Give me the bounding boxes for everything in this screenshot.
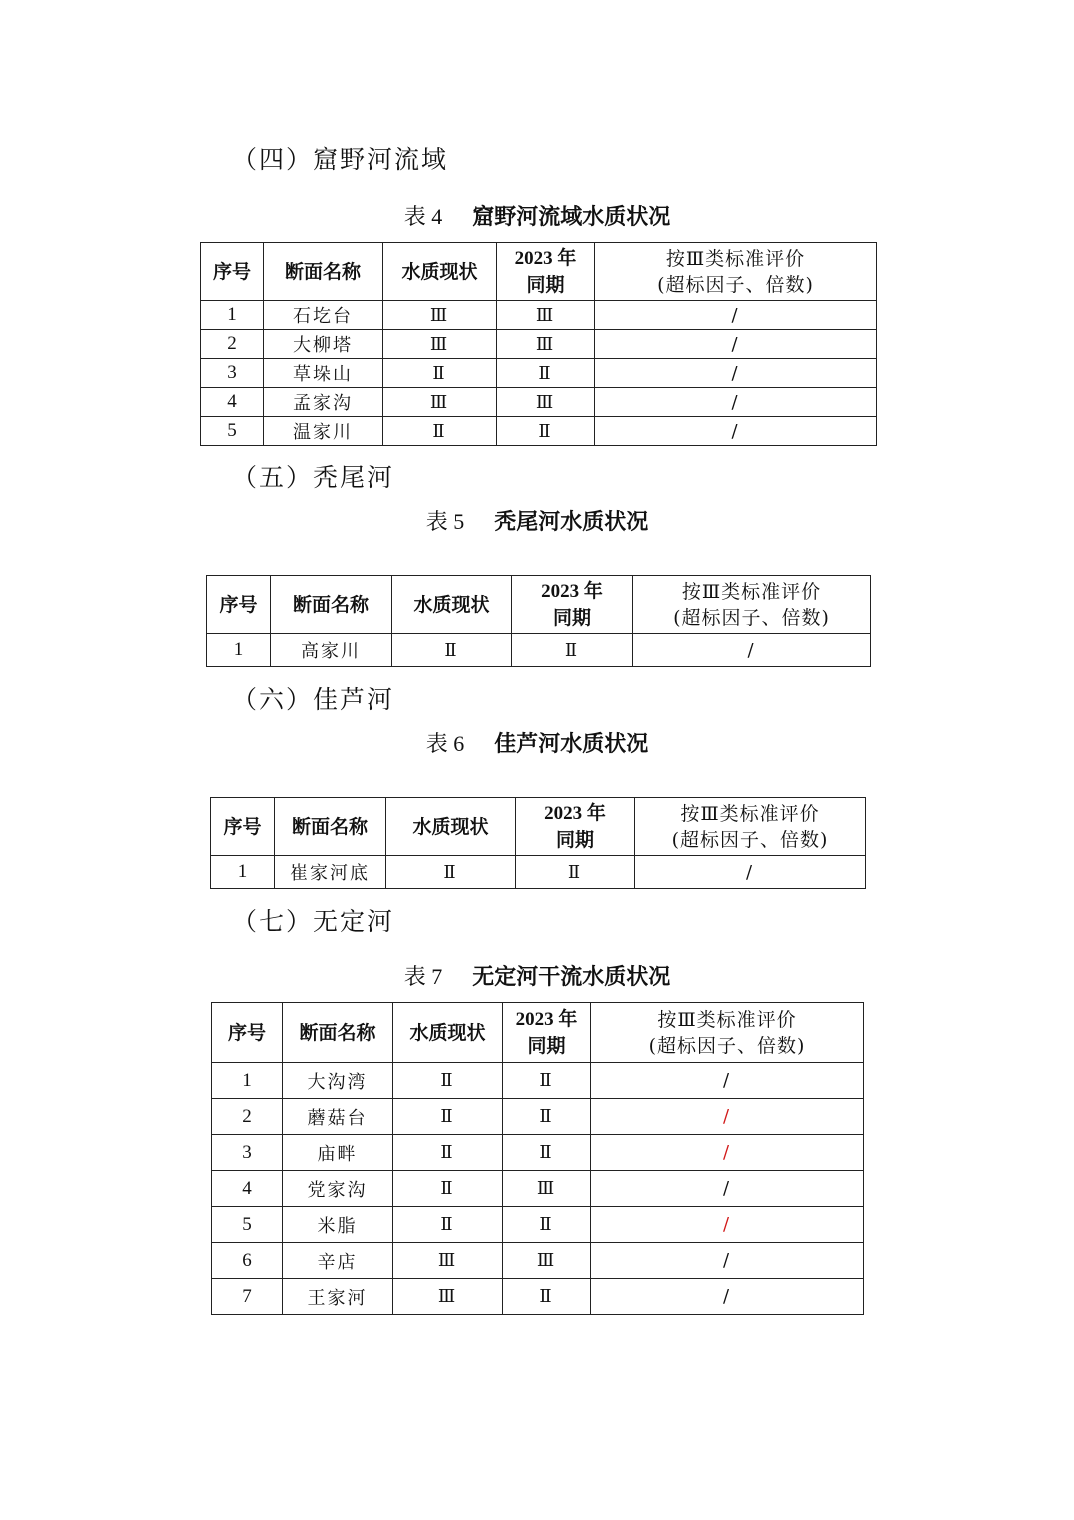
cell-prior-status: Ⅱ bbox=[503, 1135, 591, 1171]
cell-no: 5 bbox=[201, 417, 264, 446]
col-header-eval-standard: 按Ⅲ类标准评价 bbox=[681, 580, 822, 603]
cell-evaluation: / bbox=[595, 301, 877, 330]
table-caption-5 bbox=[0, 505, 1074, 536]
table-row bbox=[212, 1063, 864, 1099]
cell-evaluation: / bbox=[591, 1063, 864, 1099]
cell-prior-status: Ⅲ bbox=[497, 330, 595, 359]
table-row bbox=[201, 301, 877, 330]
cell-evaluation: / bbox=[595, 417, 877, 446]
col-header-prior bbox=[516, 798, 635, 856]
col-header-prior bbox=[503, 1003, 591, 1063]
col-header-prior-period: 同期 bbox=[527, 1035, 566, 1057]
cell-evaluation: / bbox=[591, 1243, 864, 1279]
cell-no: 5 bbox=[212, 1207, 283, 1243]
col-header-eval-standard: 按Ⅲ类标准评价 bbox=[657, 1008, 797, 1031]
cell-current-status: Ⅱ bbox=[383, 359, 497, 388]
cell-current-status: Ⅱ bbox=[383, 417, 497, 446]
col-header-eval-factors: (超标因子、倍数) bbox=[673, 606, 830, 629]
cell-current-status: Ⅲ bbox=[383, 301, 497, 330]
cell-prior-status: Ⅱ bbox=[503, 1279, 591, 1315]
table-row bbox=[211, 856, 866, 889]
col-header-prior-year: 2023 年 bbox=[544, 803, 606, 824]
water-quality-table-5 bbox=[206, 575, 871, 667]
col-header-no: 序号 bbox=[212, 1003, 283, 1063]
col-header-eval-standard: 按Ⅲ类标准评价 bbox=[680, 802, 820, 825]
col-header-no: 序号 bbox=[211, 798, 275, 856]
cell-section-name: 大沟湾 bbox=[283, 1063, 393, 1099]
col-header-status: 水质现状 bbox=[393, 1003, 503, 1063]
cell-prior-status: Ⅱ bbox=[503, 1207, 591, 1243]
table-row bbox=[201, 388, 877, 417]
table-header-row bbox=[207, 576, 871, 634]
col-header-eval bbox=[595, 243, 877, 301]
cell-current-status: Ⅱ bbox=[393, 1207, 503, 1243]
col-header-eval-standard: 按Ⅲ类标准评价 bbox=[665, 247, 806, 270]
table-row bbox=[212, 1207, 864, 1243]
cell-prior-status: Ⅱ bbox=[497, 359, 595, 388]
table-caption-number: 表 6 bbox=[425, 731, 465, 756]
table-row bbox=[201, 330, 877, 359]
cell-current-status: Ⅱ bbox=[393, 1063, 503, 1099]
table-caption-number: 表 5 bbox=[425, 509, 465, 534]
cell-current-status: Ⅱ bbox=[386, 856, 516, 889]
table-caption-title: 秃尾河水质状况 bbox=[494, 510, 649, 535]
section-heading-6: （六）佳芦河 bbox=[232, 685, 395, 714]
cell-section-name: 蘑菇台 bbox=[283, 1099, 393, 1135]
cell-evaluation: / bbox=[591, 1171, 864, 1207]
cell-no: 6 bbox=[212, 1243, 283, 1279]
table-row bbox=[207, 634, 871, 667]
section-heading-7: （七）无定河 bbox=[232, 907, 395, 936]
cell-current-status: Ⅲ bbox=[393, 1279, 503, 1315]
table-header-row bbox=[212, 1003, 864, 1063]
cell-section-name: 王家河 bbox=[283, 1279, 393, 1315]
table-caption-6 bbox=[0, 727, 1074, 758]
cell-evaluation: / bbox=[591, 1099, 864, 1135]
col-header-eval-factors: (超标因子、倍数) bbox=[648, 1034, 806, 1057]
cell-section-name: 辛店 bbox=[283, 1243, 393, 1279]
cell-no: 3 bbox=[201, 359, 264, 388]
cell-section-name: 高家川 bbox=[271, 634, 392, 667]
col-header-prior-period: 同期 bbox=[552, 607, 591, 629]
cell-section-name: 石圪台 bbox=[264, 301, 383, 330]
cell-no: 7 bbox=[212, 1279, 283, 1315]
cell-no: 1 bbox=[201, 301, 264, 330]
cell-prior-status: Ⅲ bbox=[497, 388, 595, 417]
cell-no: 2 bbox=[212, 1099, 283, 1135]
col-header-eval-factors: (超标因子、倍数) bbox=[671, 828, 829, 851]
table-caption-number: 表 7 bbox=[403, 964, 443, 989]
col-header-prior-year: 2023 年 bbox=[515, 1009, 578, 1030]
cell-section-name: 大柳塔 bbox=[264, 330, 383, 359]
cell-no: 1 bbox=[207, 634, 271, 667]
col-header-name: 断面名称 bbox=[264, 243, 383, 301]
col-header-prior-period: 同期 bbox=[555, 829, 594, 851]
table-caption-7 bbox=[0, 960, 1074, 991]
table-row bbox=[212, 1135, 864, 1171]
cell-prior-status: Ⅲ bbox=[503, 1171, 591, 1207]
cell-section-name: 孟家沟 bbox=[264, 388, 383, 417]
col-header-no: 序号 bbox=[201, 243, 264, 301]
col-header-name: 断面名称 bbox=[275, 798, 386, 856]
col-header-status: 水质现状 bbox=[392, 576, 512, 634]
cell-evaluation: / bbox=[635, 856, 866, 889]
cell-no: 3 bbox=[212, 1135, 283, 1171]
cell-section-name: 党家沟 bbox=[283, 1171, 393, 1207]
cell-current-status: Ⅱ bbox=[393, 1171, 503, 1207]
cell-no: 4 bbox=[212, 1171, 283, 1207]
col-header-eval-factors: (超标因子、倍数) bbox=[657, 273, 814, 296]
table-row bbox=[212, 1171, 864, 1207]
col-header-prior-period: 同期 bbox=[526, 274, 565, 296]
cell-prior-status: Ⅱ bbox=[512, 634, 633, 667]
col-header-eval bbox=[633, 576, 871, 634]
cell-current-status: Ⅲ bbox=[383, 330, 497, 359]
water-quality-table-6 bbox=[210, 797, 866, 889]
water-quality-table-7 bbox=[211, 1002, 864, 1315]
table-caption-4 bbox=[0, 200, 1074, 231]
col-header-name: 断面名称 bbox=[283, 1003, 393, 1063]
cell-section-name: 崔家河底 bbox=[275, 856, 386, 889]
cell-no: 2 bbox=[201, 330, 264, 359]
col-header-eval bbox=[591, 1003, 864, 1063]
cell-evaluation: / bbox=[591, 1207, 864, 1243]
col-header-prior-year: 2023 年 bbox=[541, 581, 603, 602]
section-heading-5: （五）秃尾河 bbox=[232, 463, 395, 492]
cell-evaluation: / bbox=[595, 330, 877, 359]
table-header-row bbox=[201, 243, 877, 301]
table-caption-title: 窟野河流域水质状况 bbox=[472, 205, 671, 230]
col-header-status: 水质现状 bbox=[383, 243, 497, 301]
col-header-prior-year: 2023 年 bbox=[514, 248, 577, 269]
cell-current-status: Ⅱ bbox=[393, 1135, 503, 1171]
cell-section-name: 温家川 bbox=[264, 417, 383, 446]
cell-evaluation: / bbox=[591, 1135, 864, 1171]
col-header-name: 断面名称 bbox=[271, 576, 392, 634]
col-header-eval bbox=[635, 798, 866, 856]
cell-section-name: 草垛山 bbox=[264, 359, 383, 388]
col-header-prior bbox=[512, 576, 633, 634]
col-header-status: 水质现状 bbox=[386, 798, 516, 856]
cell-no: 4 bbox=[201, 388, 264, 417]
table-row bbox=[201, 359, 877, 388]
cell-no: 1 bbox=[211, 856, 275, 889]
col-header-no: 序号 bbox=[207, 576, 271, 634]
table-header-row bbox=[211, 798, 866, 856]
cell-evaluation: / bbox=[591, 1279, 864, 1315]
cell-current-status: Ⅲ bbox=[383, 388, 497, 417]
cell-prior-status: Ⅱ bbox=[503, 1063, 591, 1099]
cell-evaluation: / bbox=[595, 388, 877, 417]
section-heading-4: （四）窟野河流域 bbox=[232, 145, 449, 174]
table-row bbox=[201, 417, 877, 446]
cell-section-name: 米脂 bbox=[283, 1207, 393, 1243]
cell-evaluation: / bbox=[595, 359, 877, 388]
cell-prior-status: Ⅱ bbox=[503, 1099, 591, 1135]
table-row bbox=[212, 1243, 864, 1279]
cell-prior-status: Ⅲ bbox=[497, 301, 595, 330]
water-quality-table-4 bbox=[200, 242, 877, 446]
table-caption-title: 佳芦河水质状况 bbox=[494, 732, 649, 757]
cell-no: 1 bbox=[212, 1063, 283, 1099]
cell-section-name: 庙畔 bbox=[283, 1135, 393, 1171]
cell-prior-status: Ⅲ bbox=[503, 1243, 591, 1279]
table-caption-number: 表 4 bbox=[403, 204, 443, 229]
cell-current-status: Ⅱ bbox=[393, 1099, 503, 1135]
cell-current-status: Ⅱ bbox=[392, 634, 512, 667]
cell-current-status: Ⅲ bbox=[393, 1243, 503, 1279]
table-row bbox=[212, 1099, 864, 1135]
cell-prior-status: Ⅱ bbox=[497, 417, 595, 446]
table-row bbox=[212, 1279, 864, 1315]
cell-prior-status: Ⅱ bbox=[516, 856, 635, 889]
col-header-prior bbox=[497, 243, 595, 301]
cell-evaluation: / bbox=[633, 634, 871, 667]
table-caption-title: 无定河干流水质状况 bbox=[472, 965, 671, 990]
